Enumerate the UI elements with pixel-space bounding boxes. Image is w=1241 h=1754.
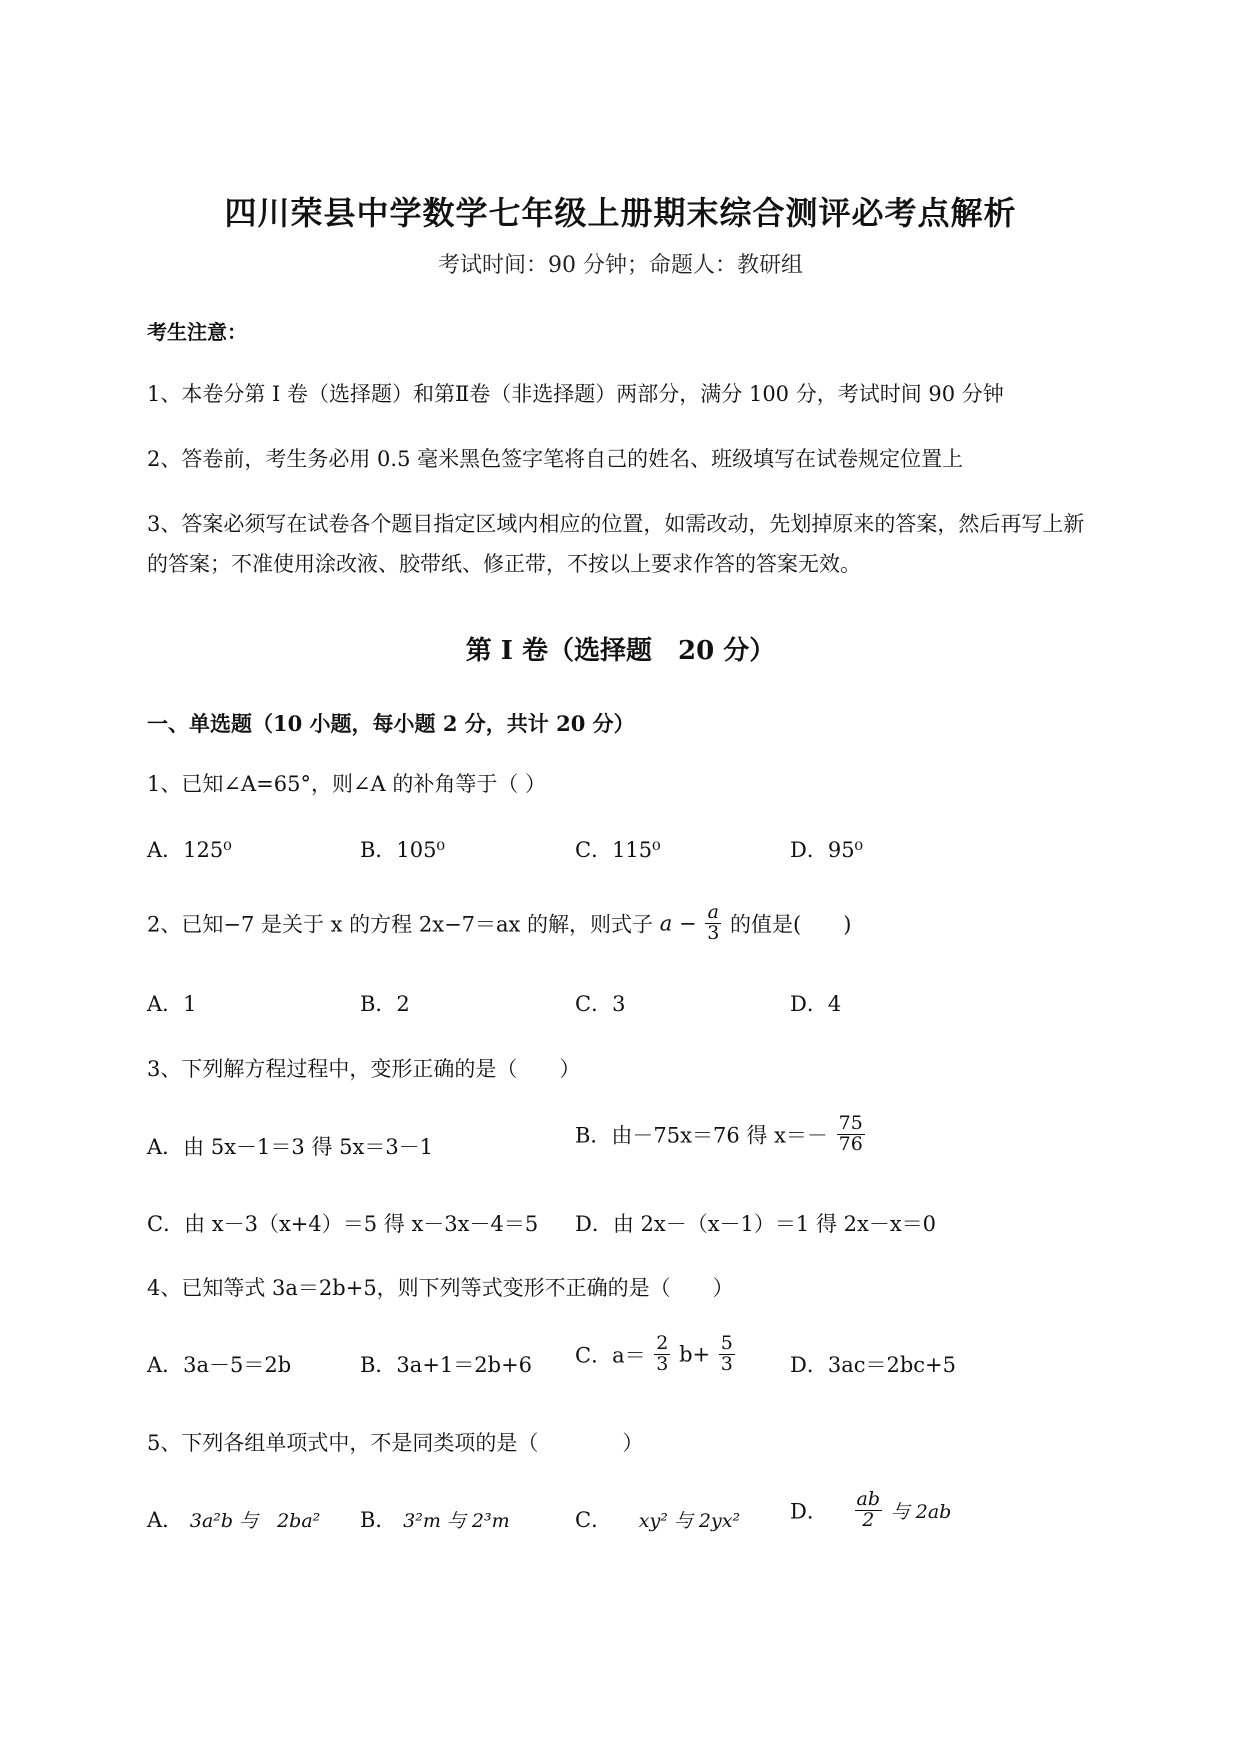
q4-c-frac2-num: 5 (720, 1332, 733, 1354)
section-title: 第 I 卷（选择题 20 分） (465, 636, 776, 666)
question-2 (147, 903, 851, 944)
q4-c-frac2-den: 3 (720, 1352, 733, 1375)
notice-item-2: 2、答卷前，考生务必用 0.5 毫米黑色签字笔将自己的姓名、班级填写在试卷规定位置上 (147, 447, 964, 471)
q5-option-a-label: A． (147, 1508, 184, 1532)
question-4: 4、已知等式 3a＝2b+5，则下列等式变形不正确的是（ ） (147, 1276, 734, 1300)
q2-stem-pre: 2、已知−7 是关于 x 的方程 2x−7＝ax 的解，则式子 (147, 912, 654, 937)
page-title: 四川荣县中学数学七年级上册期末综合测评必考点解析 (224, 194, 1017, 232)
q3-b-fraction (837, 1114, 865, 1155)
notice-heading: 考生注意： (147, 320, 247, 344)
q5-d-frac-den: 2 (862, 1508, 875, 1531)
q2-frac-num: a (705, 903, 721, 924)
q2-expr-minus: − (678, 911, 697, 936)
q5-d-frac-num: ab (856, 1488, 881, 1510)
notice-item-1: 1、本卷分第 I 卷（选择题）和第Ⅱ卷（非选择题）两部分，满分 100 分，考试时间 90 分钟 (147, 382, 1004, 406)
q2-option-a[interactable]: A．1 (147, 992, 197, 1016)
part-title: 一、单选题（10 小题，每小题 2 分，共计 20 分） (147, 711, 635, 736)
question-1: 1、已知∠A=65°，则∠A 的补角等于（ ） (147, 772, 547, 796)
q5-option-a-expr: 3a²b 与 2ba² (189, 1510, 321, 1532)
question-3: 3、下列解方程过程中，变形正确的是（ ） (147, 1057, 581, 1081)
question-5: 5、下列各组单项式中，不是同类项的是（ ） (147, 1431, 644, 1455)
q4-c-frac1-num: 2 (656, 1332, 669, 1354)
q3-option-b-text: B．由－75x＝76 得 x＝－ (575, 1123, 828, 1148)
q3-option-c[interactable]: C．由 x－3（x+4）＝5 得 x－3x－4＝5 (147, 1212, 539, 1236)
q4-c-fraction-2 (719, 1334, 735, 1375)
q5-option-d[interactable] (790, 1490, 951, 1531)
q1-option-d[interactable]: D．95⁰ (790, 838, 863, 862)
q5-option-b[interactable] (360, 1504, 510, 1534)
q5-option-c-label: C． (575, 1508, 613, 1532)
q5-option-b-label: B． (360, 1508, 397, 1532)
q1-option-a[interactable]: A．125⁰ (147, 838, 232, 862)
q3-option-d[interactable]: D．由 2x－（x－1）＝1 得 2x－x＝0 (575, 1212, 937, 1236)
q4-c-frac1-den: 3 (656, 1352, 669, 1375)
notice-item-3-cont: 的答案；不准使用涂改液、胶带纸、修正带，不按以上要求作答的答案无效。 (147, 552, 861, 576)
q4-option-c[interactable] (575, 1334, 737, 1375)
q5-option-c[interactable] (575, 1504, 740, 1534)
q2-stem-post: 的值是( ) (730, 912, 852, 937)
q4-option-c-text: C．a＝ (575, 1343, 646, 1368)
q2-fraction (705, 903, 721, 944)
q4-c-fraction-1 (654, 1334, 670, 1375)
q3-option-b[interactable] (575, 1114, 867, 1155)
exam-info: 考试时间：90 分钟；命题人：教研组 (438, 253, 803, 278)
q5-option-b-expr: 3²m 与 2³m (403, 1510, 510, 1532)
q2-option-c[interactable]: C．3 (575, 992, 626, 1016)
q5-option-d-label: D． (790, 1499, 828, 1524)
notice-item-3: 3、答案必须写在试卷各个题目指定区域内相应的位置，如需改动，先划掉原来的答案，然后再写上新 (147, 512, 1085, 536)
q5-option-d-post: 与 2ab (890, 1500, 952, 1523)
q5-d-fraction (855, 1490, 883, 1531)
q2-option-b[interactable]: B．2 (360, 992, 410, 1016)
q2-expr-a: a (659, 911, 673, 936)
q4-option-b[interactable]: B．3a+1＝2b+6 (360, 1353, 533, 1377)
q3-b-frac-num: 75 (838, 1112, 863, 1134)
q2-frac-den: 3 (707, 921, 720, 944)
q5-option-a[interactable] (147, 1504, 320, 1534)
q1-option-b[interactable]: B．105⁰ (360, 838, 445, 862)
q4-option-a[interactable]: A．3a－5＝2b (147, 1353, 292, 1377)
q3-b-frac-den: 76 (838, 1132, 863, 1155)
q5-option-c-expr: xy² 与 2yx² (638, 1510, 741, 1532)
q4-option-d[interactable]: D．3ac＝2bc+5 (790, 1353, 957, 1377)
q1-option-c[interactable]: C．115⁰ (575, 838, 661, 862)
q3-option-a[interactable]: A．由 5x－1＝3 得 5x＝3－1 (147, 1135, 434, 1159)
q4-option-c-mid: b+ (679, 1342, 711, 1367)
q2-option-d[interactable]: D．4 (790, 992, 842, 1016)
